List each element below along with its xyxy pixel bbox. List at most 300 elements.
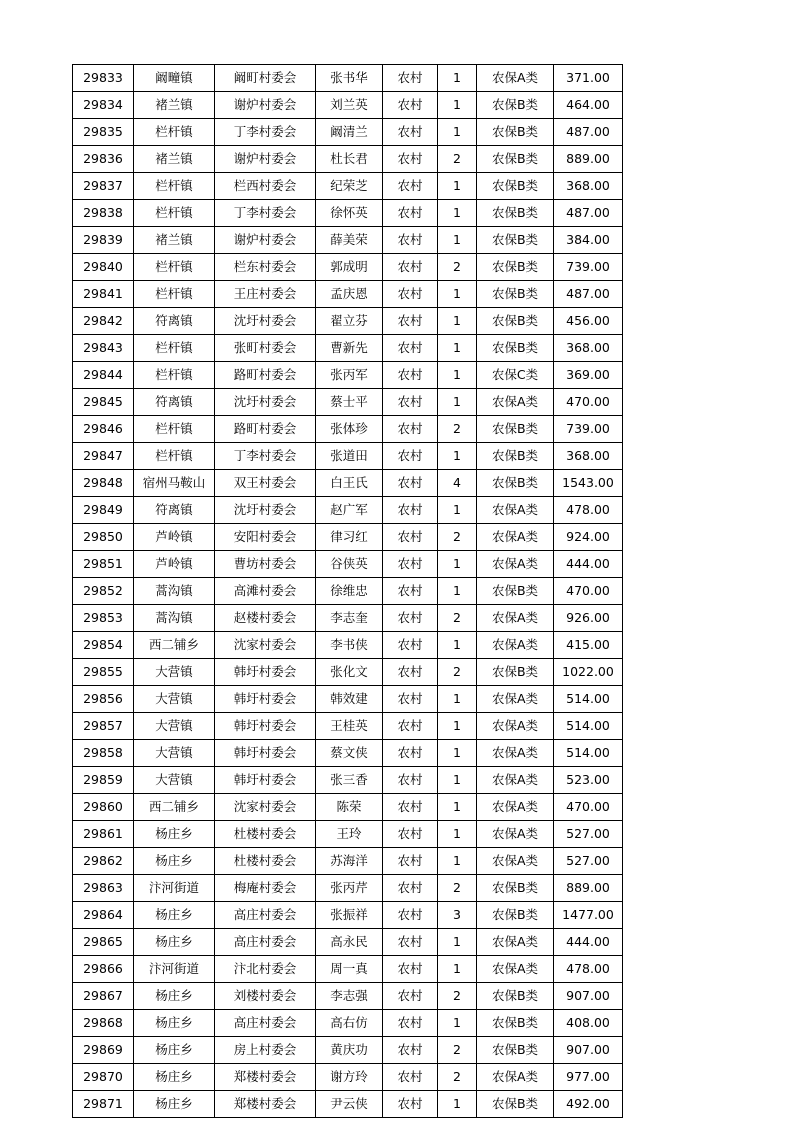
cell-name: 律习红 xyxy=(316,524,383,551)
cell-category: 农保B类 xyxy=(477,119,554,146)
cell-count: 2 xyxy=(438,1037,477,1064)
table-row xyxy=(73,956,623,983)
cell-category: 农保A类 xyxy=(477,740,554,767)
cell-village: 谢炉村委会 xyxy=(215,92,316,119)
cell-village: 丁李村委会 xyxy=(215,119,316,146)
cell-category: 农保A类 xyxy=(477,794,554,821)
cell-household-type: 农村 xyxy=(383,497,438,524)
table-row xyxy=(73,983,623,1010)
table-row xyxy=(73,1037,623,1064)
cell-village: 沈家村委会 xyxy=(215,794,316,821)
cell-id: 29851 xyxy=(73,551,134,578)
cell-amount: 514.00 xyxy=(554,713,623,740)
cell-category: 农保B类 xyxy=(477,983,554,1010)
cell-category: 农保A类 xyxy=(477,551,554,578)
cell-village: 房上村委会 xyxy=(215,1037,316,1064)
cell-id: 29833 xyxy=(73,65,134,92)
cell-village: 韩圩村委会 xyxy=(215,686,316,713)
cell-village: 阚町村委会 xyxy=(215,65,316,92)
cell-amount: 408.00 xyxy=(554,1010,623,1037)
cell-category: 农保B类 xyxy=(477,308,554,335)
cell-count: 1 xyxy=(438,200,477,227)
cell-town: 栏杆镇 xyxy=(134,443,215,470)
cell-category: 农保B类 xyxy=(477,200,554,227)
cell-town: 芦岭镇 xyxy=(134,551,215,578)
cell-name: 高永民 xyxy=(316,929,383,956)
cell-amount: 384.00 xyxy=(554,227,623,254)
cell-id: 29868 xyxy=(73,1010,134,1037)
cell-id: 29847 xyxy=(73,443,134,470)
cell-id: 29858 xyxy=(73,740,134,767)
cell-category: 农保A类 xyxy=(477,956,554,983)
cell-town: 栏杆镇 xyxy=(134,281,215,308)
cell-household-type: 农村 xyxy=(383,1064,438,1091)
cell-amount: 1477.00 xyxy=(554,902,623,929)
cell-name: 张道田 xyxy=(316,443,383,470)
cell-village: 栏东村委会 xyxy=(215,254,316,281)
cell-name: 薛美荣 xyxy=(316,227,383,254)
cell-count: 1 xyxy=(438,1091,477,1118)
cell-name: 曹新先 xyxy=(316,335,383,362)
cell-town: 杨庄乡 xyxy=(134,821,215,848)
cell-village: 沈圩村委会 xyxy=(215,308,316,335)
cell-town: 西二铺乡 xyxy=(134,794,215,821)
cell-name: 高右仿 xyxy=(316,1010,383,1037)
cell-name: 黄庆功 xyxy=(316,1037,383,1064)
cell-household-type: 农村 xyxy=(383,200,438,227)
cell-name: 李书侠 xyxy=(316,632,383,659)
table-row xyxy=(73,551,623,578)
cell-category: 农保A类 xyxy=(477,848,554,875)
cell-count: 1 xyxy=(438,443,477,470)
table-row xyxy=(73,632,623,659)
cell-amount: 1543.00 xyxy=(554,470,623,497)
subsidy-table xyxy=(72,64,623,1118)
cell-name: 张丙军 xyxy=(316,362,383,389)
cell-amount: 889.00 xyxy=(554,875,623,902)
cell-count: 1 xyxy=(438,713,477,740)
cell-household-type: 农村 xyxy=(383,767,438,794)
cell-count: 2 xyxy=(438,605,477,632)
table-row xyxy=(73,929,623,956)
cell-name: 谢方玲 xyxy=(316,1064,383,1091)
cell-village: 沈圩村委会 xyxy=(215,389,316,416)
cell-town: 栏杆镇 xyxy=(134,335,215,362)
cell-village: 郑楼村委会 xyxy=(215,1091,316,1118)
cell-town: 大营镇 xyxy=(134,767,215,794)
cell-household-type: 农村 xyxy=(383,605,438,632)
cell-id: 29852 xyxy=(73,578,134,605)
cell-household-type: 农村 xyxy=(383,443,438,470)
cell-count: 1 xyxy=(438,335,477,362)
cell-household-type: 农村 xyxy=(383,713,438,740)
cell-category: 农保B类 xyxy=(477,335,554,362)
cell-id: 29854 xyxy=(73,632,134,659)
cell-household-type: 农村 xyxy=(383,902,438,929)
cell-household-type: 农村 xyxy=(383,92,438,119)
cell-category: 农保B类 xyxy=(477,470,554,497)
cell-count: 4 xyxy=(438,470,477,497)
cell-name: 张化文 xyxy=(316,659,383,686)
cell-town: 大营镇 xyxy=(134,740,215,767)
cell-name: 郭成明 xyxy=(316,254,383,281)
table-row xyxy=(73,821,623,848)
cell-id: 29844 xyxy=(73,362,134,389)
cell-village: 路町村委会 xyxy=(215,362,316,389)
table-row xyxy=(73,65,623,92)
cell-town: 褚兰镇 xyxy=(134,227,215,254)
cell-count: 1 xyxy=(438,119,477,146)
cell-amount: 523.00 xyxy=(554,767,623,794)
cell-village: 丁李村委会 xyxy=(215,443,316,470)
cell-id: 29843 xyxy=(73,335,134,362)
cell-town: 芦岭镇 xyxy=(134,524,215,551)
cell-name: 徐维忠 xyxy=(316,578,383,605)
cell-town: 西二铺乡 xyxy=(134,632,215,659)
cell-id: 29869 xyxy=(73,1037,134,1064)
cell-category: 农保B类 xyxy=(477,578,554,605)
cell-amount: 470.00 xyxy=(554,389,623,416)
cell-name: 纪荣芝 xyxy=(316,173,383,200)
cell-village: 王庄村委会 xyxy=(215,281,316,308)
cell-household-type: 农村 xyxy=(383,65,438,92)
cell-town: 符离镇 xyxy=(134,308,215,335)
cell-name: 翟立芬 xyxy=(316,308,383,335)
table-row xyxy=(73,1091,623,1118)
cell-count: 1 xyxy=(438,578,477,605)
cell-village: 栏西村委会 xyxy=(215,173,316,200)
cell-village: 沈圩村委会 xyxy=(215,497,316,524)
table-row xyxy=(73,794,623,821)
cell-count: 2 xyxy=(438,983,477,1010)
cell-household-type: 农村 xyxy=(383,848,438,875)
cell-household-type: 农村 xyxy=(383,119,438,146)
cell-household-type: 农村 xyxy=(383,875,438,902)
cell-amount: 514.00 xyxy=(554,740,623,767)
table-row xyxy=(73,308,623,335)
cell-category: 农保B类 xyxy=(477,227,554,254)
cell-category: 农保B类 xyxy=(477,1091,554,1118)
cell-village: 高滩村委会 xyxy=(215,578,316,605)
cell-town: 杨庄乡 xyxy=(134,1091,215,1118)
cell-count: 1 xyxy=(438,740,477,767)
cell-household-type: 农村 xyxy=(383,929,438,956)
cell-town: 栏杆镇 xyxy=(134,254,215,281)
cell-amount: 527.00 xyxy=(554,821,623,848)
cell-town: 符离镇 xyxy=(134,497,215,524)
cell-category: 农保B类 xyxy=(477,92,554,119)
cell-household-type: 农村 xyxy=(383,686,438,713)
cell-category: 农保A类 xyxy=(477,605,554,632)
table-row xyxy=(73,524,623,551)
cell-town: 宿州马鞍山 xyxy=(134,470,215,497)
cell-name: 徐怀英 xyxy=(316,200,383,227)
cell-id: 29865 xyxy=(73,929,134,956)
cell-id: 29834 xyxy=(73,92,134,119)
cell-name: 蔡文侠 xyxy=(316,740,383,767)
table-row xyxy=(73,335,623,362)
cell-town: 褚兰镇 xyxy=(134,146,215,173)
table-row xyxy=(73,227,623,254)
cell-id: 29866 xyxy=(73,956,134,983)
cell-category: 农保A类 xyxy=(477,632,554,659)
cell-name: 张体珍 xyxy=(316,416,383,443)
cell-name: 王玲 xyxy=(316,821,383,848)
cell-household-type: 农村 xyxy=(383,281,438,308)
cell-id: 29855 xyxy=(73,659,134,686)
cell-town: 栏杆镇 xyxy=(134,200,215,227)
cell-count: 1 xyxy=(438,227,477,254)
cell-amount: 444.00 xyxy=(554,551,623,578)
cell-name: 张振祥 xyxy=(316,902,383,929)
cell-village: 郑楼村委会 xyxy=(215,1064,316,1091)
cell-town: 杨庄乡 xyxy=(134,983,215,1010)
cell-amount: 369.00 xyxy=(554,362,623,389)
cell-name: 张三香 xyxy=(316,767,383,794)
cell-town: 大营镇 xyxy=(134,686,215,713)
cell-name: 谷侠英 xyxy=(316,551,383,578)
table-row xyxy=(73,740,623,767)
table-row xyxy=(73,119,623,146)
cell-town: 杨庄乡 xyxy=(134,929,215,956)
cell-household-type: 农村 xyxy=(383,524,438,551)
cell-count: 2 xyxy=(438,659,477,686)
cell-count: 1 xyxy=(438,686,477,713)
cell-household-type: 农村 xyxy=(383,146,438,173)
cell-count: 1 xyxy=(438,632,477,659)
cell-amount: 527.00 xyxy=(554,848,623,875)
cell-category: 农保A类 xyxy=(477,686,554,713)
cell-count: 2 xyxy=(438,254,477,281)
cell-village: 韩圩村委会 xyxy=(215,740,316,767)
cell-name: 陈荣 xyxy=(316,794,383,821)
cell-amount: 487.00 xyxy=(554,119,623,146)
table-row xyxy=(73,200,623,227)
cell-id: 29862 xyxy=(73,848,134,875)
cell-village: 谢炉村委会 xyxy=(215,227,316,254)
cell-town: 蒿沟镇 xyxy=(134,605,215,632)
table-row xyxy=(73,1010,623,1037)
cell-amount: 514.00 xyxy=(554,686,623,713)
table-row xyxy=(73,92,623,119)
cell-amount: 1022.00 xyxy=(554,659,623,686)
cell-category: 农保A类 xyxy=(477,821,554,848)
cell-amount: 464.00 xyxy=(554,92,623,119)
cell-household-type: 农村 xyxy=(383,794,438,821)
table-row xyxy=(73,902,623,929)
cell-id: 29838 xyxy=(73,200,134,227)
cell-id: 29857 xyxy=(73,713,134,740)
table-row xyxy=(73,497,623,524)
cell-category: 农保C类 xyxy=(477,362,554,389)
cell-category: 农保A类 xyxy=(477,65,554,92)
cell-name: 尹云侠 xyxy=(316,1091,383,1118)
cell-amount: 492.00 xyxy=(554,1091,623,1118)
cell-category: 农保B类 xyxy=(477,146,554,173)
cell-amount: 907.00 xyxy=(554,1037,623,1064)
cell-name: 孟庆恩 xyxy=(316,281,383,308)
cell-town: 阚疃镇 xyxy=(134,65,215,92)
cell-village: 沈家村委会 xyxy=(215,632,316,659)
cell-household-type: 农村 xyxy=(383,659,438,686)
cell-village: 安阳村委会 xyxy=(215,524,316,551)
cell-count: 1 xyxy=(438,848,477,875)
cell-town: 杨庄乡 xyxy=(134,1037,215,1064)
cell-town: 栏杆镇 xyxy=(134,119,215,146)
cell-household-type: 农村 xyxy=(383,1010,438,1037)
table-row xyxy=(73,173,623,200)
cell-count: 1 xyxy=(438,308,477,335)
cell-id: 29845 xyxy=(73,389,134,416)
cell-amount: 739.00 xyxy=(554,416,623,443)
cell-town: 大营镇 xyxy=(134,659,215,686)
cell-count: 2 xyxy=(438,1064,477,1091)
cell-name: 李志强 xyxy=(316,983,383,1010)
cell-name: 杜长君 xyxy=(316,146,383,173)
cell-village: 韩圩村委会 xyxy=(215,659,316,686)
cell-village: 谢炉村委会 xyxy=(215,146,316,173)
cell-count: 1 xyxy=(438,173,477,200)
cell-category: 农保A类 xyxy=(477,524,554,551)
cell-household-type: 农村 xyxy=(383,983,438,1010)
cell-town: 栏杆镇 xyxy=(134,362,215,389)
table-row xyxy=(73,659,623,686)
cell-category: 农保B类 xyxy=(477,254,554,281)
cell-count: 1 xyxy=(438,929,477,956)
table-row xyxy=(73,713,623,740)
cell-amount: 371.00 xyxy=(554,65,623,92)
table-row xyxy=(73,146,623,173)
cell-town: 汴河街道 xyxy=(134,875,215,902)
cell-household-type: 农村 xyxy=(383,821,438,848)
cell-amount: 444.00 xyxy=(554,929,623,956)
cell-count: 1 xyxy=(438,389,477,416)
cell-name: 白王氏 xyxy=(316,470,383,497)
cell-count: 3 xyxy=(438,902,477,929)
cell-name: 李志奎 xyxy=(316,605,383,632)
cell-count: 1 xyxy=(438,362,477,389)
cell-household-type: 农村 xyxy=(383,254,438,281)
cell-amount: 926.00 xyxy=(554,605,623,632)
cell-count: 2 xyxy=(438,146,477,173)
cell-household-type: 农村 xyxy=(383,308,438,335)
cell-village: 路町村委会 xyxy=(215,416,316,443)
cell-category: 农保B类 xyxy=(477,1037,554,1064)
cell-village: 杜楼村委会 xyxy=(215,821,316,848)
cell-household-type: 农村 xyxy=(383,362,438,389)
cell-id: 29859 xyxy=(73,767,134,794)
cell-village: 曹坊村委会 xyxy=(215,551,316,578)
cell-town: 汴河街道 xyxy=(134,956,215,983)
cell-household-type: 农村 xyxy=(383,632,438,659)
table-row xyxy=(73,578,623,605)
cell-id: 29860 xyxy=(73,794,134,821)
cell-name: 张书华 xyxy=(316,65,383,92)
cell-household-type: 农村 xyxy=(383,416,438,443)
cell-village: 韩圩村委会 xyxy=(215,767,316,794)
cell-town: 褚兰镇 xyxy=(134,92,215,119)
cell-amount: 470.00 xyxy=(554,578,623,605)
cell-count: 2 xyxy=(438,524,477,551)
cell-household-type: 农村 xyxy=(383,1037,438,1064)
cell-id: 29864 xyxy=(73,902,134,929)
cell-count: 2 xyxy=(438,875,477,902)
cell-count: 1 xyxy=(438,551,477,578)
cell-name: 蔡士平 xyxy=(316,389,383,416)
cell-town: 大营镇 xyxy=(134,713,215,740)
table-row xyxy=(73,686,623,713)
cell-household-type: 农村 xyxy=(383,173,438,200)
cell-village: 刘楼村委会 xyxy=(215,983,316,1010)
cell-amount: 415.00 xyxy=(554,632,623,659)
cell-id: 29856 xyxy=(73,686,134,713)
cell-category: 农保B类 xyxy=(477,416,554,443)
cell-amount: 889.00 xyxy=(554,146,623,173)
table-row xyxy=(73,389,623,416)
table-row xyxy=(73,1064,623,1091)
cell-household-type: 农村 xyxy=(383,470,438,497)
table-row xyxy=(73,254,623,281)
table-row xyxy=(73,605,623,632)
cell-name: 张丙芹 xyxy=(316,875,383,902)
cell-amount: 977.00 xyxy=(554,1064,623,1091)
cell-id: 29867 xyxy=(73,983,134,1010)
cell-id: 29842 xyxy=(73,308,134,335)
cell-amount: 368.00 xyxy=(554,443,623,470)
cell-count: 1 xyxy=(438,497,477,524)
cell-town: 杨庄乡 xyxy=(134,1010,215,1037)
table-row xyxy=(73,362,623,389)
cell-village: 梅庵村委会 xyxy=(215,875,316,902)
cell-amount: 478.00 xyxy=(554,956,623,983)
cell-id: 29861 xyxy=(73,821,134,848)
cell-village: 张町村委会 xyxy=(215,335,316,362)
cell-household-type: 农村 xyxy=(383,1091,438,1118)
table-row xyxy=(73,875,623,902)
cell-town: 栏杆镇 xyxy=(134,416,215,443)
cell-count: 1 xyxy=(438,65,477,92)
cell-id: 29846 xyxy=(73,416,134,443)
cell-amount: 924.00 xyxy=(554,524,623,551)
cell-id: 29841 xyxy=(73,281,134,308)
cell-name: 周一真 xyxy=(316,956,383,983)
cell-town: 蒿沟镇 xyxy=(134,578,215,605)
cell-name: 韩效建 xyxy=(316,686,383,713)
cell-town: 符离镇 xyxy=(134,389,215,416)
cell-count: 1 xyxy=(438,794,477,821)
cell-village: 丁李村委会 xyxy=(215,200,316,227)
cell-amount: 739.00 xyxy=(554,254,623,281)
cell-count: 2 xyxy=(438,416,477,443)
table-row xyxy=(73,470,623,497)
cell-village: 汴北村委会 xyxy=(215,956,316,983)
cell-category: 农保A类 xyxy=(477,497,554,524)
cell-village: 高庄村委会 xyxy=(215,1010,316,1037)
table-row xyxy=(73,767,623,794)
cell-count: 1 xyxy=(438,956,477,983)
cell-village: 高庄村委会 xyxy=(215,929,316,956)
table-row xyxy=(73,281,623,308)
cell-category: 农保B类 xyxy=(477,443,554,470)
cell-id: 29837 xyxy=(73,173,134,200)
cell-category: 农保B类 xyxy=(477,1010,554,1037)
cell-category: 农保B类 xyxy=(477,281,554,308)
table-row xyxy=(73,443,623,470)
cell-amount: 368.00 xyxy=(554,335,623,362)
cell-name: 阚清兰 xyxy=(316,119,383,146)
cell-count: 1 xyxy=(438,821,477,848)
cell-id: 29840 xyxy=(73,254,134,281)
